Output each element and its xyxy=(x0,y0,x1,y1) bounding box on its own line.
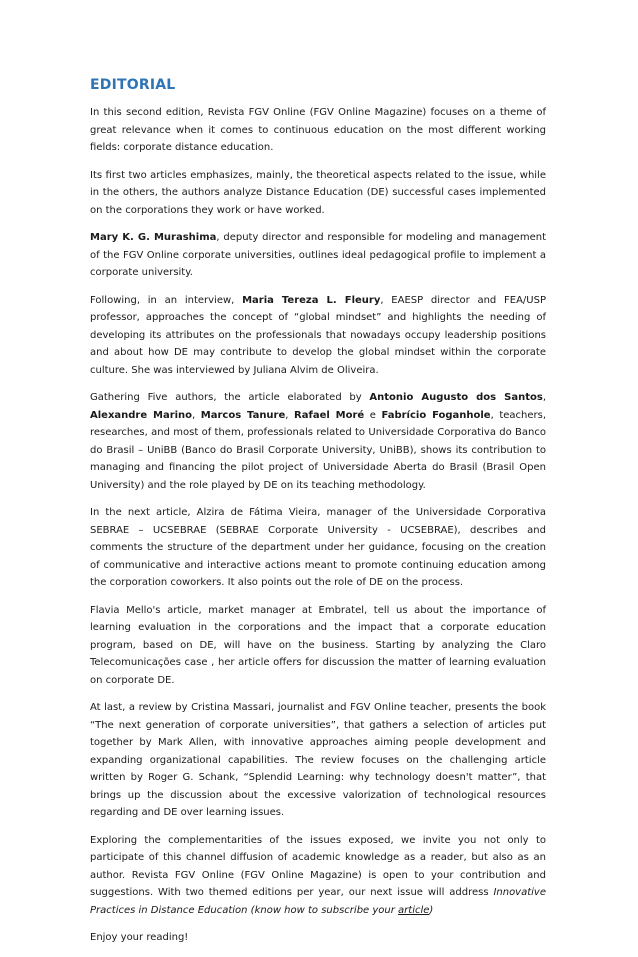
author-name: Alexandre Marino xyxy=(90,409,193,421)
paragraph-text: , deputy director and responsible for modeling and management of the FGV Online corporate universities, outlines ideal pedagogical profile to implement a corporate university. xyxy=(90,232,546,278)
paragraph-sebrae: In the next article, Alzira de Fátima Vieira, manager of the Universidade Corporativa SEBRAE – UCSEBRAE (SEBRAE Corporate University - UCSEBRAE), describes and comments the structure of the department under her guidance, focusing on the creation of communicative and interactive actions meant to promote continuing education among the corporation coworkers. It also points out the role of DE on the process. xyxy=(90,507,546,588)
paragraph-closing: Enjoy your reading! xyxy=(90,932,189,943)
separator: , xyxy=(285,409,295,421)
paragraph-embratel: Flavia Mello's article, market manager at Embratel, tell us about the importance of learning evaluation in the corporations and the impact that a corporate education program, based on DE, will have on the business. Starting by analyzing the Claro Telecomunicações case , her article offers for discussion the matter of learning evaluation on corporate DE. xyxy=(90,604,546,686)
editorial-body xyxy=(90,104,546,957)
paragraph-overview: Its first two articles emphasizes, mainly, the theoretical aspects related to the issue, while in the others, the authors analyze Distance Education (DE) successful cases implemented on the corporations they work or have worked. xyxy=(90,169,546,216)
italic-close: ) xyxy=(429,904,434,916)
author-name: Antonio Augusto dos Santos xyxy=(369,392,543,403)
paragraph-intro: In this second edition, Revista FGV Online (FGV Online Magazine) focuses on a theme of great relevance when it comes to continuous education on the most different working fields: corporate distance education. xyxy=(90,107,546,153)
article-link[interactable]: article xyxy=(398,904,430,916)
paragraph-text: Exploring the complementarities of the issues exposed, we invite you not only to participate of this channel diffusion of academic knowledge as a reader, but also as an author. Revista FGV Online (FGV Online Magazine) is open to your contribution and suggestions. With two themed editions per year, our next issue will address xyxy=(90,834,546,898)
paragraph-text: Gathering Five authors, the article elaborated by xyxy=(90,392,370,403)
paragraph-text: Following, in an interview, xyxy=(90,294,243,306)
paragraph-text: , EAESP director and FEA/USP professor, approaches the concept of “global mindset” and highlights the needing of developing its attributes on the professionals that nowadays occupy leadership positions and about how DE may contribute to develop the global mindset within the corporate culture. She was interviewed by Juliana Alvim de Oliveira. xyxy=(90,294,546,376)
italic-text: Innovative Practices in Distance Education (know how to subscribe your xyxy=(90,887,546,916)
separator: , xyxy=(542,392,546,403)
paragraph-invitation xyxy=(90,832,546,920)
paragraph-review: At last, a review by Cristina Massari, journalist and FGV Online teacher, presents the book “The next generation of corporate universities”, that gathers a selection of articles put together by Mark Allen, with innovative approaches aiming people development and expanding organizational capabilities. The review focuses on the challenging article written by Roger G. Schank, “Splendid Learning: why technology doesn't matter”, that brings up the discussion about the excessive valorization of technological resources regarding and DE over learning issues. xyxy=(90,702,546,818)
author-name: Maria Tereza L. Fleury xyxy=(242,294,381,306)
paragraph-five-authors xyxy=(90,389,546,494)
author-name: Marcos Tanure xyxy=(200,409,286,421)
separator: , xyxy=(192,409,201,421)
author-name: Rafael Moré xyxy=(294,409,365,421)
paragraph-text: , teachers, researches, and most of them, professionals related to Universidade Corporativa do Banco do Brasil – UniBB (Banco do Brasil Corporate University, UniBB), shows its contribution to managing and financing the pilot project of Universidade Aberta do Brasil (Brasil Open University) and the role played by DE on its teaching methodology. xyxy=(90,409,547,491)
paragraph-murashima xyxy=(90,229,546,282)
paragraph-fleury xyxy=(90,292,546,380)
page-title: EDITORIAL xyxy=(90,77,176,93)
author-name: Mary K. G. Murashima xyxy=(90,232,217,243)
separator: e xyxy=(364,409,382,421)
author-name: Fabrício Foganhole xyxy=(381,409,491,421)
